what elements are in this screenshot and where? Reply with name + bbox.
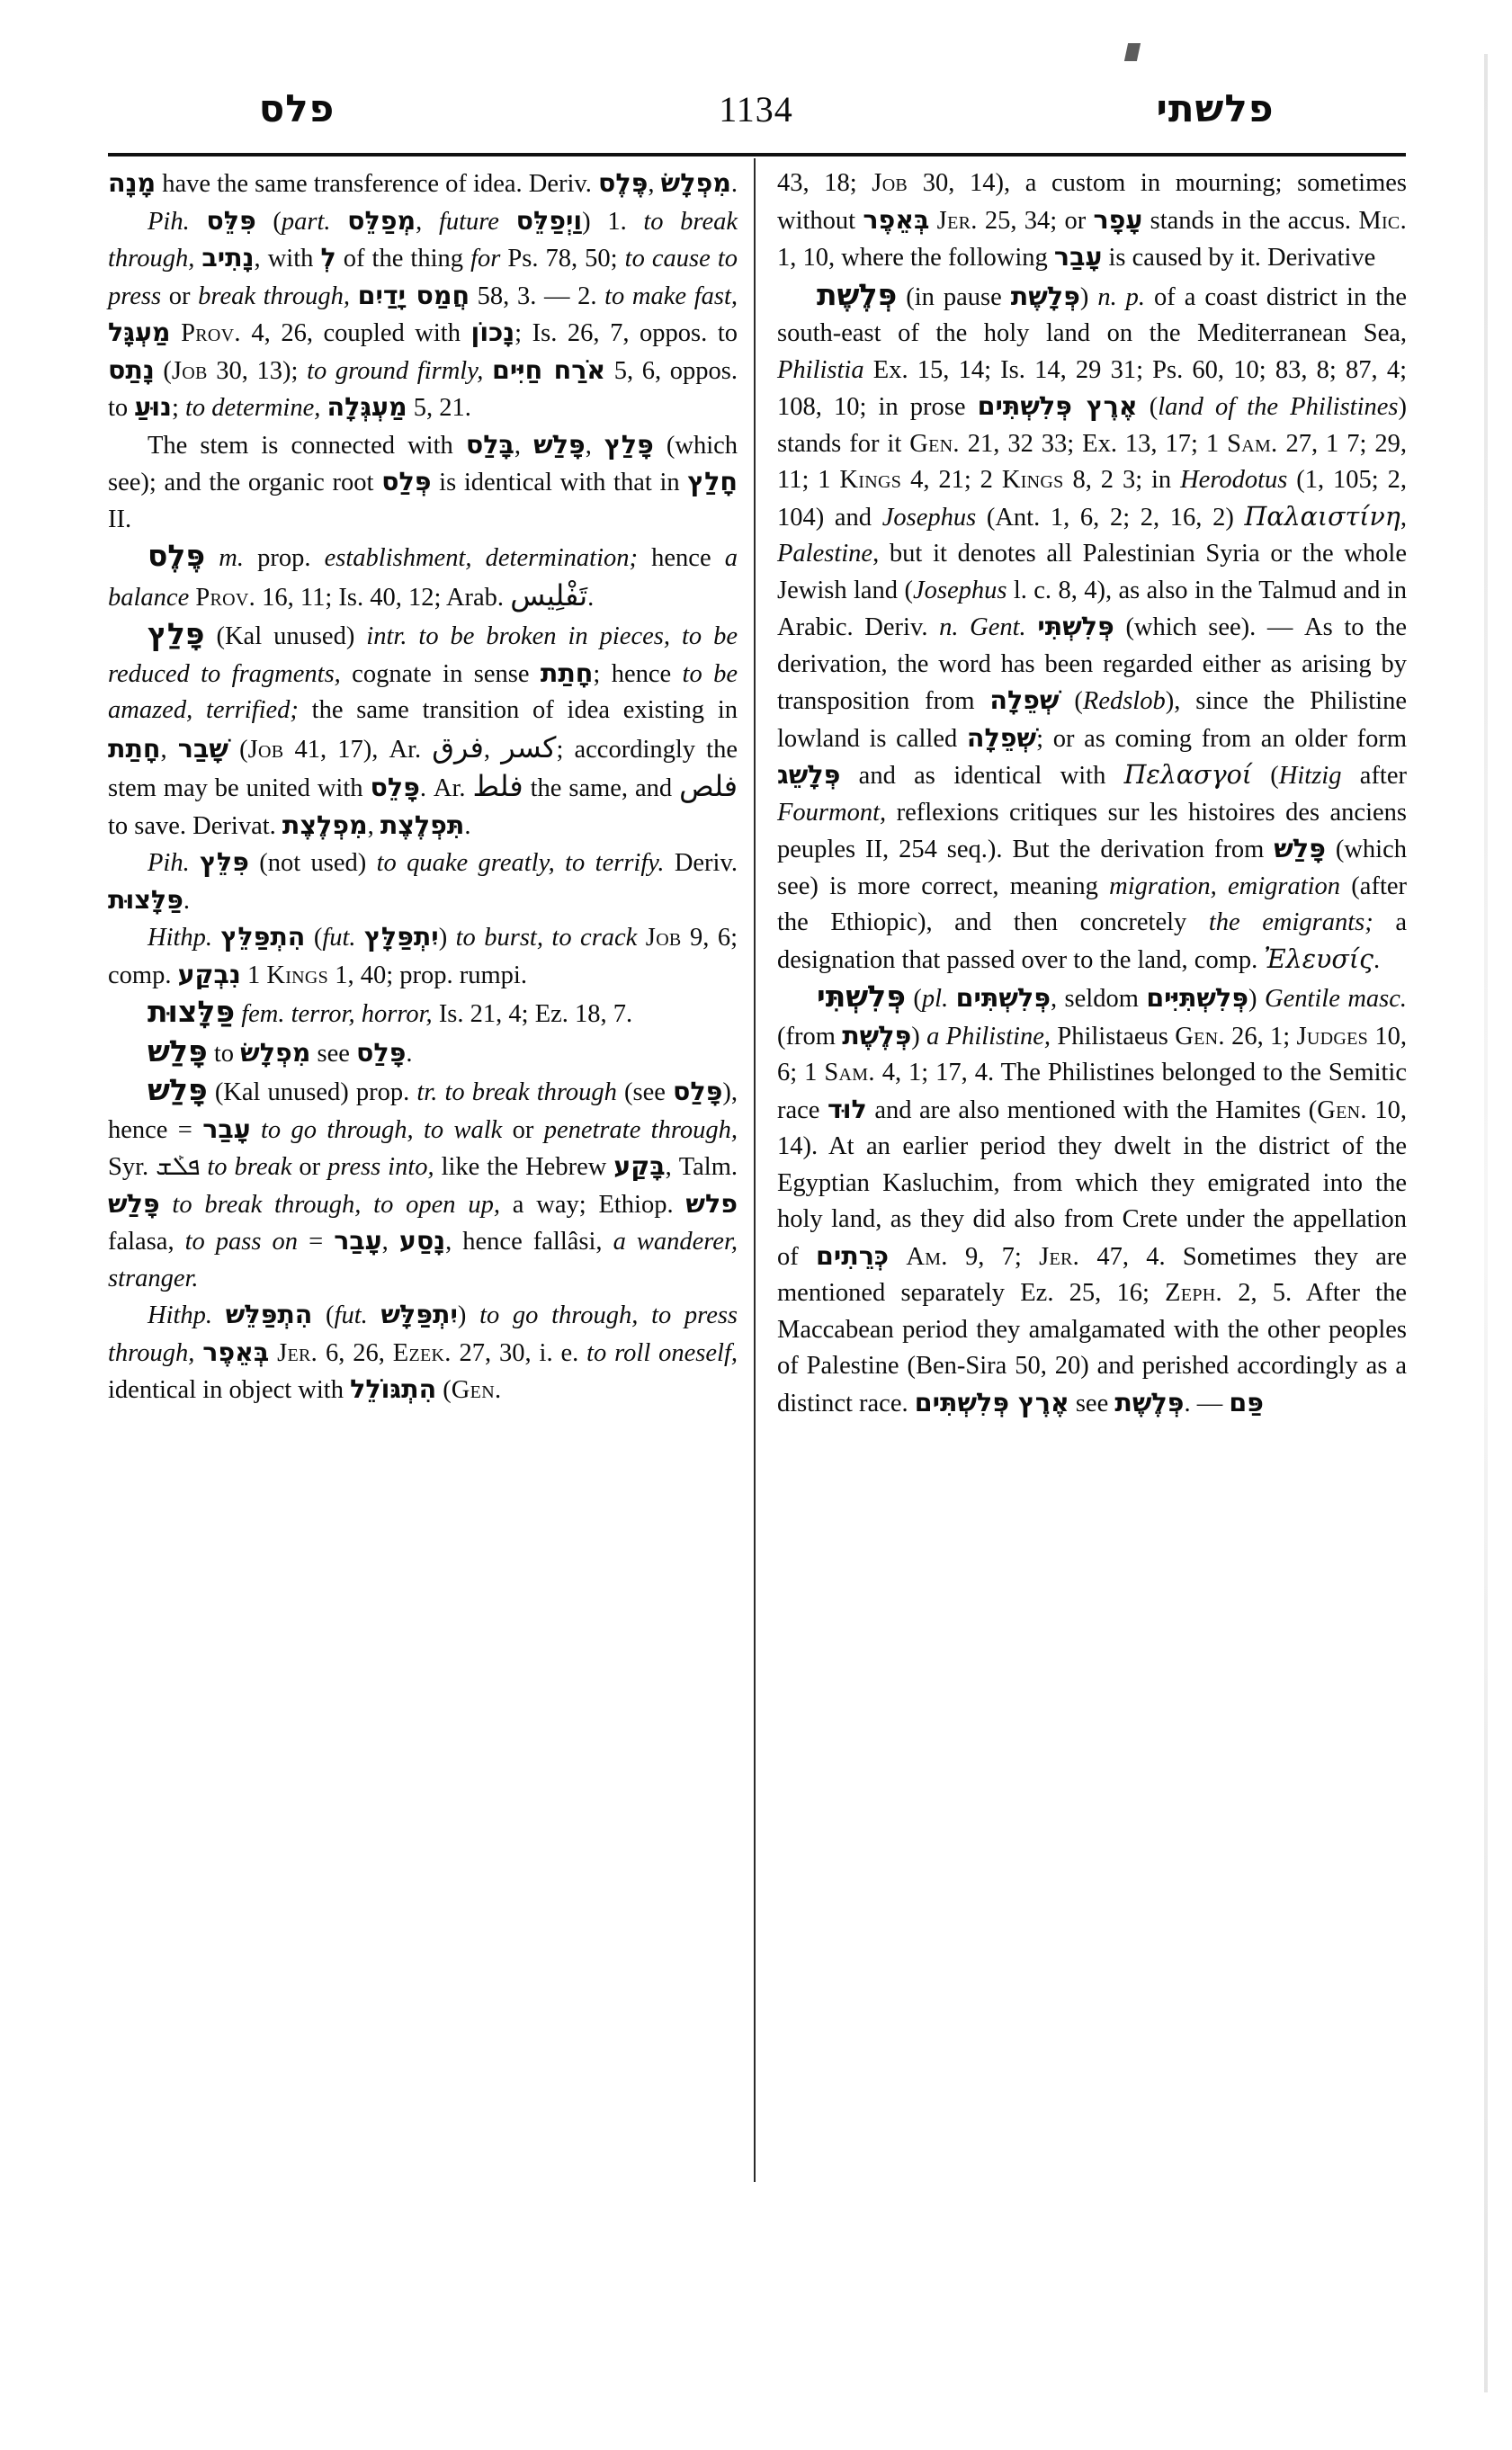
entry-paragraph: פַּלָּצוּת fem. terror, horror, Is. 21, 4; Ez. 18, 7. bbox=[148, 994, 633, 1029]
ink-speck-mark bbox=[1124, 43, 1141, 61]
entry-paragraph: Pih. פִּלֵּס (part. מְפַלֵּס, future וַיְפַלֵּס) 1. to break through, נָתִיב, with לְ of the thing for Ps. 78, 50; to cause to press or break through, חֲמַס יָדַיִם 58, 3. — 2. to make fast, מַעְגָּל Prov. 4, 26, coupled with נָכוֹן; Is. 26, 7, oppos. to נָתַס (Job 30, 13); to ground firmly, אֹרַח חַיִּים 5, 6, oppos. to נוּעַ; to determine, מַעְגְּלָה 5, 21. bbox=[108, 205, 738, 422]
scan-edge-shadow bbox=[1484, 54, 1488, 2392]
entry-paragraph: פָּלַשׁ (Kal unused) prop. tr. to break through (see פָּלַס), hence = עָבַר to go through, to walk or penetrate through, Syr. ܦܠܰܫ to break or press into, like the Hebrew בָּקַע, Talm. פָּלַשׁ to break through, to open up, a way; Ethiop. פלש falasa, to pass on = עָבַר, נָסַע, hence fallâsi, a wanderer, stranger. bbox=[108, 1072, 738, 1292]
left-column bbox=[108, 165, 738, 1422]
entry-paragraph: פְּלֶשֶׁת (in pause פְּלָשֶׁת) n. p. of a coast district in the south-east of the holy land on the Mediterranean Sea, Philistia Ex. 15, 14; Is. 14, 29 31; Ps. 60, 10; 83, 8; 87, 4; 108, 10; in prose אֶרֶץ פְּלִשְׁתִּים (land of the Philistines) stands for it Gen. 21, 32 33; Ex. 13, 17; 1 Sam. 27, 1 7; 29, 11; 1 Kings 4, 21; 2 Kings 8, 2 3; in Herodotus (1, 105; 2, 104) and Josephus (Ant. 1, 6, 2; 2, 16, 2) Παλαιστίνη, Palestine, but it denotes all Palestinian Syria or the whole Jewish land (Josephus l. c. 8, 4), as also in the Talmud and in Arabic. Deriv. n. Gent. פְּלִשְׁתִּי (which see). — As to the derivation, the word has been regarded either as arising by transposition from שְׁפֵלָה (Redslob), since the Philistine lowland is called שְׁפֵלָה; or as coming from an older form פְּלָשֵׁג and as identical with Πελασγοί (Hitzig after Fourmont, reflexions critiques sur les histoires des anciens peuples II, 254 seq.). But the derivation from פָּלַשׁ (which see) is more correct, meaning migration, emigration (after the Ethiopic), and then concretely the emigrants; a designation that passed over to the land, comp. Ἐλευσίς. bbox=[777, 276, 1408, 974]
running-head-right-lemma: פלשתי bbox=[1156, 86, 1275, 130]
right-column bbox=[777, 165, 1407, 1422]
entry-paragraph: פָּלַץ (Kal unused) intr. to be broken in pieces, to be reduced to fragments, cognate in sense חָתַת; hence to be amazed, terrified; the same transition of idea existing in חָתַת, שָׁבַר (Job 41, 17), Ar. فرق, كسر; accordingly the stem may be united with פָּלֵס. Ar. فلط the same, and فلص to save. Derivat. מִפְלֶצֶת, תִּפְלֶצֶת. bbox=[108, 616, 738, 840]
running-head-left-lemma: פלס bbox=[258, 86, 336, 130]
entry-paragraph: Hithp. הִתְפַּלֵּץ (fut. יִתְפַּלָּץ) to burst, to crack Job 9, 6; comp. נִבְקַע 1 Kings 1, 40; prop. rumpi. bbox=[108, 922, 738, 989]
entry-paragraph: פֶּלֶס m. prop. establishment, determination; hence a balance Prov. 16, 11; Is. 40, 12; Arab. تَفْلِيس. bbox=[108, 538, 738, 612]
columns-container bbox=[108, 165, 1407, 1422]
page-number: 1134 bbox=[719, 89, 793, 130]
entry-paragraph: פְּלִשְׁתִּי (pl. פְּלִשְׁתִּים, seldom פְּלִשְׁתִּיִּים) Gentile masc. (from פְּלֶשֶׁת) a Philistine, Philistaeus Gen. 26, 1; Judges 10, 6; 1 Sam. 4, 1; 17, 4. The Philistines belonged to the Semitic race לוּד and are also mentioned with the Hamites (Gen. 10, 14). At an earlier period they dwelt in the district of the Egyptian Kasluchim, from which they emigrated into the holy land, as they did also from Crete under the appellation of כְּרֵתִים Am. 9, 7; Jer. 47, 4. Sometimes they are mentioned separately Ez. 25, 16; Zeph. 2, 5. After the Maccabean period they amalgamated with the other peoples of Palestine (Ben-Sira 50, 20) and perished accordingly as a distinct race. אֶרֶץ פְּלִשְׁתִּים see פְּלֶשֶׁת. — פַּם bbox=[777, 979, 1408, 1417]
running-head bbox=[108, 70, 1404, 128]
entry-paragraph: פָּלַשׁ to מִפְלָשׂ see פָּלַס. bbox=[148, 1033, 413, 1069]
entry-paragraph: Hithp. הִתְפַּלֵּשׁ (fut. יִתְפַּלָּשׁ) to go through, to press through, בְּאֵפֶר Jer. 6, 26, Ezek. 27, 30, i. e. to roll oneself, identical in object with הִתְגּוֹלֵל (Gen. bbox=[108, 1300, 738, 1404]
entry-paragraph: 43, 18; Job 30, 14), a custom in mourning; sometimes without בְּאֵפֶר Jer. 25, 34; or עָפָר stands in the accus. Mic. 1, 10, where the following עָבַר is caused by it. Derivative bbox=[777, 169, 1407, 272]
entry-paragraph: מָנָה have the same transference of idea. Deriv. פֶּלֶס, מִפְלָשׂ. bbox=[108, 168, 738, 198]
entry-paragraph: Pih. פִּלֵּץ (not used) to quake greatly, to terrify. Deriv. פַּלָּצוּת. bbox=[108, 847, 738, 915]
entry-paragraph: The stem is connected with בָּלַס, פָּלַשׁ, פָּלַץ (which see); and the organic root פְּלַס is identical with that in חָלַץ II. bbox=[108, 429, 738, 533]
header-rule bbox=[108, 153, 1406, 156]
